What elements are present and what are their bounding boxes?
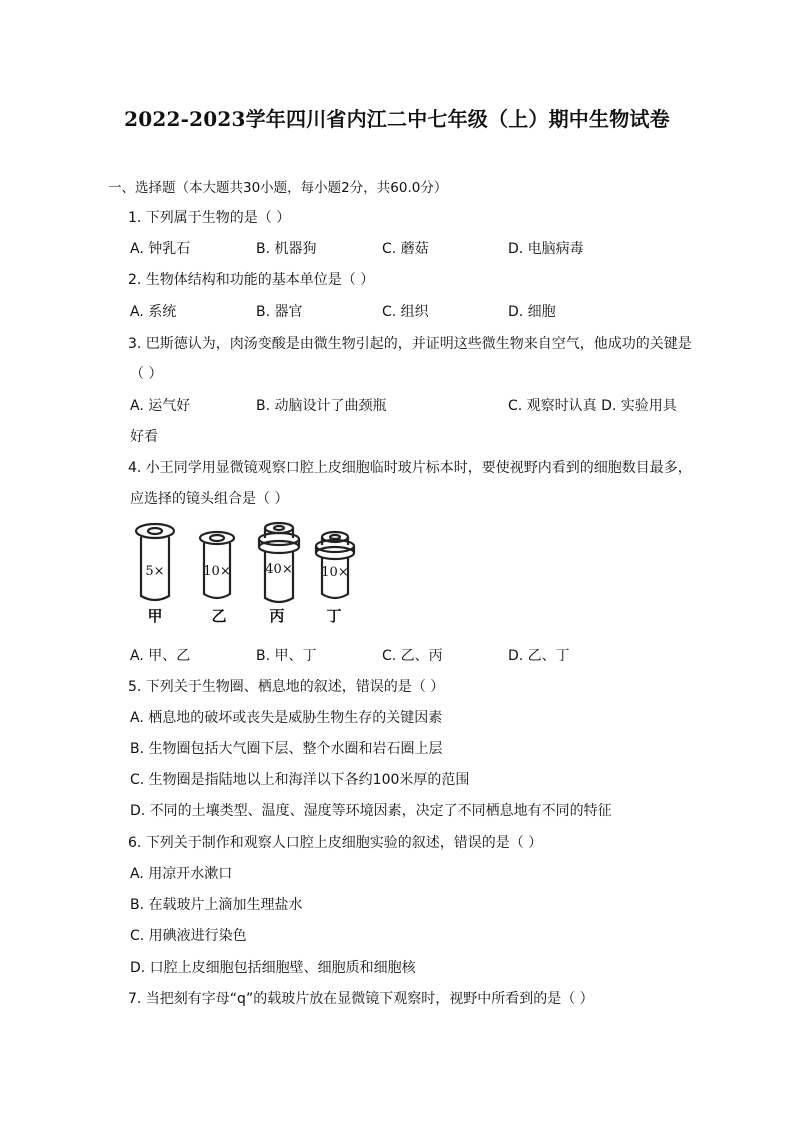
lens-ding-magnification: 10× <box>321 565 349 580</box>
q5-option-a: A. 栖息地的破坏或丧失是威胁生物生存的关键因素 <box>130 710 443 726</box>
lens-label-bing: 丙 <box>269 607 285 625</box>
lens-label-yi: 乙 <box>211 607 227 625</box>
q6-option-a: A. 用凉开水漱口 <box>130 866 233 882</box>
lens-jia <box>136 524 174 600</box>
question-1-stem: 1. 下列属于生物的是（ ） <box>128 210 291 226</box>
question-5-stem: 5. 下列关于生物圈、栖息地的叙述，错误的是（ ） <box>128 679 445 695</box>
section-heading: 一、选择题（本大题共30小题，每小题2分，共60.0分） <box>108 180 448 196</box>
q5-option-d: D. 不同的土壤类型、温度、湿度等环境因素，决定了不同栖息地有不同的特征 <box>130 803 612 819</box>
q2-option-b: B. 器官 <box>256 304 303 320</box>
q2-option-d: D. 细胞 <box>508 304 556 320</box>
q1-option-d: D. 电脑病毒 <box>508 241 584 257</box>
lens-figure <box>128 518 368 628</box>
question-4-stem-cont: 应选择的镜头组合是（ ） <box>130 491 289 507</box>
q4-option-a: A. 甲、乙 <box>130 648 191 664</box>
q6-option-d: D. 口腔上皮细胞包括细胞壁、细胞质和细胞核 <box>130 960 416 976</box>
lens-label-ding: 丁 <box>326 607 342 625</box>
q1-option-b: B. 机器狗 <box>256 241 317 257</box>
question-6-stem: 6. 下列关于制作和观察人口腔上皮细胞实验的叙述，错误的是（ ） <box>128 835 543 851</box>
q4-option-b: B. 甲、丁 <box>256 648 317 664</box>
lens-yi-magnification: 10× <box>203 564 231 579</box>
q6-option-c: C. 用碘液进行染色 <box>130 928 247 944</box>
q3-option-a: A. 运气好 <box>130 398 191 414</box>
q4-option-d: D. 乙、丁 <box>508 648 570 664</box>
q3-option-d-cont: 好看 <box>130 429 158 445</box>
q2-option-c: C. 组织 <box>382 304 429 320</box>
lens-label-jia: 甲 <box>147 607 163 625</box>
q1-option-c: C. 蘑菇 <box>382 241 429 257</box>
q2-option-a: A. 系统 <box>130 304 177 320</box>
q6-option-b: B. 在载玻片上滴加生理盐水 <box>130 897 303 913</box>
q5-option-b: B. 生物圈包括大气圈下层、整个水圈和岩石圈上层 <box>130 741 443 757</box>
question-2-stem: 2. 生物体结构和功能的基本单位是（ ） <box>128 272 375 288</box>
question-7-stem: 7. 当把刻有字母“q”的载玻片放在显微镜下观察时，视野中所看到的是（ ） <box>128 991 594 1007</box>
question-3-stem-cont: （ ） <box>130 366 163 382</box>
question-3-stem: 3. 巴斯德认为，肉汤变酸是由微生物引起的，并证明这些微生物来自空气，他成功的关键是 <box>128 336 692 352</box>
q3-option-b: B. 动脑设计了曲颈瓶 <box>256 398 387 414</box>
q5-option-c: C. 生物圈是指陆地以上和海洋以下各约100米厚的范围 <box>130 772 470 788</box>
q3-option-c-d: C. 观察时认真 D. 实验用具 <box>508 398 677 414</box>
lens-bing-magnification: 40× <box>265 562 293 577</box>
q4-option-c: C. 乙、丙 <box>382 648 443 664</box>
lens-jia-magnification: 5× <box>145 564 165 579</box>
q1-option-a: A. 钟乳石 <box>130 241 191 257</box>
page-title: 2022-2023学年四川省内江二中七年级（上）期中生物试卷 <box>124 107 670 131</box>
question-4-stem: 4. 小王同学用显微镜观察口腔上皮细胞临时玻片标本时，要使视野内看到的细胞数目最多， <box>128 460 692 476</box>
